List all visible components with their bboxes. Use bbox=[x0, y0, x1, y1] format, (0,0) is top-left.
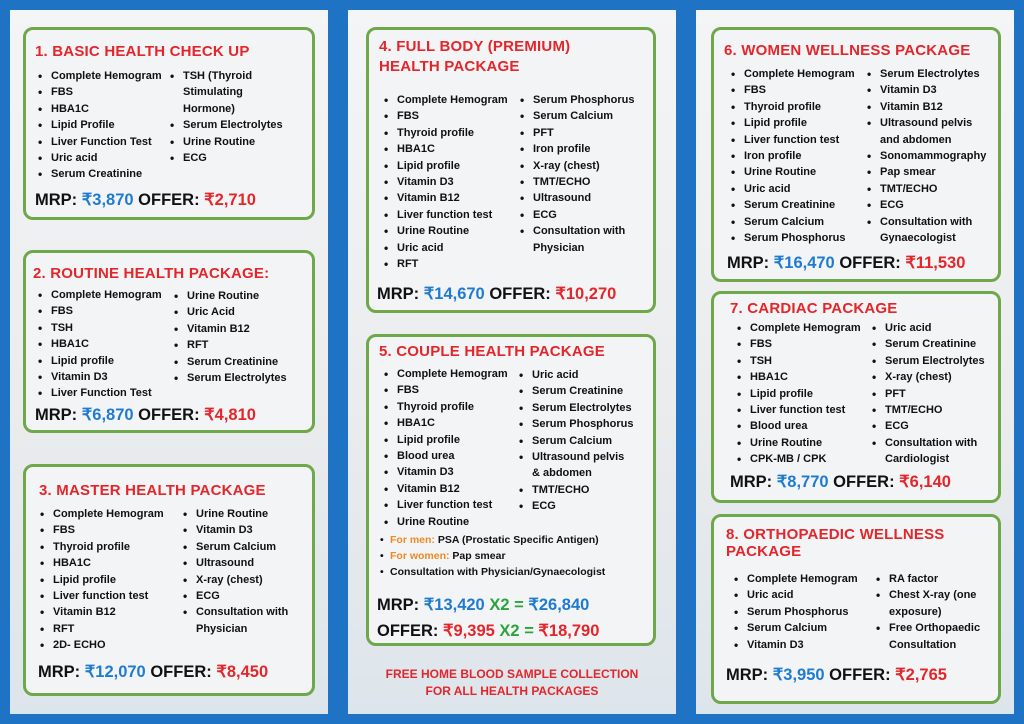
test-item: • TSH bbox=[736, 353, 876, 369]
test-item: • HBA1C bbox=[736, 369, 876, 385]
test-item: • ECG bbox=[182, 588, 312, 604]
test-item: • Ultrasound bbox=[519, 190, 649, 206]
test-item: • Consultation with Physician bbox=[182, 604, 312, 637]
couple-mrp-line bbox=[377, 595, 589, 615]
test-item: • Lipid profile bbox=[383, 432, 523, 448]
offer-label: OFFER: bbox=[839, 254, 901, 272]
cardiac-price-line bbox=[730, 472, 951, 492]
basic-tests-col2 bbox=[169, 68, 309, 166]
test-item: • RFT bbox=[39, 621, 189, 637]
test-item: • Serum Calcium bbox=[730, 214, 870, 230]
mrp-label: MRP: bbox=[377, 596, 420, 614]
mrp-total: ₹26,840 bbox=[528, 596, 590, 614]
test-item: • Lipid Profile bbox=[37, 117, 187, 133]
test-item: • Complete Hemogram bbox=[39, 506, 189, 522]
test-item: • Serum Phosphorus bbox=[733, 604, 873, 620]
offer-equals: = bbox=[524, 622, 534, 640]
test-item: • Lipid profile bbox=[736, 386, 876, 402]
test-item: • Pap smear bbox=[866, 164, 996, 180]
test-item: • Liver function test bbox=[730, 132, 870, 148]
test-item: • FBS bbox=[37, 303, 187, 319]
test-item: • Serum Phosphorus bbox=[519, 92, 649, 108]
couple-package-title: 5. COUPLE HEALTH PACKAGE bbox=[379, 343, 605, 360]
test-item: • RFT bbox=[173, 337, 313, 353]
test-item: • Serum Calcium bbox=[518, 433, 648, 449]
free-collection-note bbox=[348, 666, 676, 700]
test-item: • Vitamin D3 bbox=[182, 522, 312, 538]
ortho-price-line bbox=[726, 665, 947, 685]
couple-tests-col2 bbox=[518, 367, 648, 515]
test-item: • TMT/ECHO bbox=[518, 482, 648, 498]
test-item: • FBS bbox=[730, 82, 870, 98]
test-item: • Liver Function Test bbox=[37, 385, 187, 401]
cardiac-package-title: 7. CARDIAC PACKAGE bbox=[730, 300, 898, 317]
test-item: • Urine Routine bbox=[169, 134, 309, 150]
mrp-equals: = bbox=[514, 596, 524, 614]
fullbody-tests-col1 bbox=[383, 92, 523, 272]
routine-package-title: 2. ROUTINE HEALTH PACKAGE: bbox=[33, 265, 270, 282]
routine-price-line bbox=[35, 405, 256, 425]
test-item: • Sonomammography bbox=[866, 148, 996, 164]
mrp-value: ₹8,770 bbox=[776, 473, 829, 491]
test-item: • PFT bbox=[519, 125, 649, 141]
master-price-line bbox=[38, 662, 268, 682]
mrp-label: MRP: bbox=[38, 663, 81, 681]
test-item: • Vitamin B12 bbox=[39, 604, 189, 620]
test-item: • Uric acid bbox=[871, 320, 999, 336]
offer-value: ₹8,450 bbox=[216, 663, 269, 681]
test-item: • Serum Electrolytes bbox=[173, 370, 313, 386]
test-item: • Complete Hemogram bbox=[736, 320, 876, 336]
test-item: • TSH bbox=[37, 320, 187, 336]
test-item: • Thyroid profile bbox=[383, 125, 523, 141]
test-item: • TMT/ECHO bbox=[866, 181, 996, 197]
offer-label: OFFER: bbox=[829, 666, 891, 684]
test-item: • X-ray (chest) bbox=[519, 158, 649, 174]
test-item: • RFT bbox=[383, 256, 523, 272]
test-item: • ECG bbox=[866, 197, 996, 213]
offer-label: OFFER: bbox=[833, 473, 895, 491]
test-item: • Urine Routine bbox=[173, 288, 313, 304]
test-item: • ECG bbox=[169, 150, 309, 166]
routine-tests-col1 bbox=[37, 287, 187, 402]
test-item: • Uric acid bbox=[730, 181, 870, 197]
free-line2: FOR ALL HEALTH PACKAGES bbox=[425, 684, 599, 698]
test-item: • Vitamin B12 bbox=[383, 481, 523, 497]
test-item: • FBS bbox=[37, 84, 187, 100]
test-item: • Serum Creatinine bbox=[37, 166, 187, 182]
offer-label: OFFER: bbox=[150, 663, 212, 681]
test-item: • Iron profile bbox=[519, 141, 649, 157]
test-item: • Serum Electrolytes bbox=[518, 400, 648, 416]
men-text: PSA (Prostatic Specific Antigen) bbox=[437, 534, 599, 546]
test-item: • Urine Routine bbox=[730, 164, 870, 180]
test-item: • Liver function test bbox=[383, 207, 523, 223]
fullbody-price-line bbox=[377, 284, 616, 304]
offer-value: ₹2,765 bbox=[895, 666, 947, 684]
test-item: • Complete Hemogram bbox=[383, 366, 523, 382]
test-item: • Serum Electrolytes bbox=[866, 66, 996, 82]
basic-tests-col1 bbox=[37, 68, 187, 183]
test-item: • FBS bbox=[39, 522, 189, 538]
test-item: • Liver function test bbox=[39, 588, 189, 604]
offer-value: ₹4,810 bbox=[204, 406, 256, 424]
test-item: • Lipid profile bbox=[730, 115, 870, 131]
test-item: • FBS bbox=[736, 336, 876, 352]
test-item: • Ultrasound pelvis & abdomen bbox=[518, 449, 648, 482]
test-item: • TMT/ECHO bbox=[871, 402, 999, 418]
test-item: • Blood urea bbox=[383, 448, 523, 464]
test-item: • Complete Hemogram bbox=[383, 92, 523, 108]
master-package-title: 3. MASTER HEALTH PACKAGE bbox=[39, 482, 266, 499]
mrp-value: ₹12,070 bbox=[84, 663, 146, 681]
test-item: • Uric acid bbox=[518, 367, 648, 383]
test-item: • FBS bbox=[383, 108, 523, 124]
test-item: • ECG bbox=[871, 418, 999, 434]
test-item: • ECG bbox=[518, 498, 648, 514]
test-item: • Iron profile bbox=[730, 148, 870, 164]
mrp-value: ₹6,870 bbox=[81, 406, 134, 424]
test-item: • CPK-MB / CPK bbox=[736, 451, 876, 467]
men-label: For men: bbox=[390, 534, 435, 546]
test-item: • Uric acid bbox=[37, 150, 187, 166]
test-item: • Liver function test bbox=[383, 497, 523, 513]
test-item: • Complete Hemogram bbox=[733, 571, 873, 587]
test-item: • Serum Calcium bbox=[519, 108, 649, 124]
mrp-label: MRP: bbox=[377, 285, 420, 303]
ortho-package-title-line2: PACKAGE bbox=[726, 543, 802, 560]
ortho-package-title-line1: 8. ORTHOPAEDIC WELLNESS bbox=[726, 526, 945, 543]
mrp-value: ₹16,470 bbox=[773, 254, 835, 272]
test-item: • X-ray (chest) bbox=[871, 369, 999, 385]
cardiac-tests-col2 bbox=[871, 320, 999, 468]
test-item: • Serum Creatinine bbox=[730, 197, 870, 213]
test-item: • Thyroid profile bbox=[383, 399, 523, 415]
couple-offer-line bbox=[377, 621, 599, 641]
basic-price-line bbox=[35, 190, 256, 210]
test-item: • Chest X-ray (one exposure) bbox=[875, 587, 1000, 620]
test-item: • RA factor bbox=[875, 571, 1000, 587]
consult-text: Consultation with Physician/Gynaecologist bbox=[390, 566, 606, 578]
master-tests-col1 bbox=[39, 506, 189, 654]
test-item: • Complete Hemogram bbox=[37, 68, 187, 84]
test-item: • Thyroid profile bbox=[39, 539, 189, 555]
test-item: • Serum Calcium bbox=[733, 620, 873, 636]
fullbody-tests-col2 bbox=[519, 92, 649, 256]
test-item: • Complete Hemogram bbox=[37, 287, 187, 303]
test-item: • HBA1C bbox=[39, 555, 189, 571]
test-item: • Consultation with Gynaecologist bbox=[866, 214, 996, 247]
test-item: • Urine Routine bbox=[736, 435, 876, 451]
test-item: • Vitamin D3 bbox=[383, 174, 523, 190]
basic-package-title: 1. BASIC HEALTH CHECK UP bbox=[35, 43, 250, 60]
test-item: • Serum Creatinine bbox=[871, 336, 999, 352]
test-item: • Blood urea bbox=[736, 418, 876, 434]
mrp-label: MRP: bbox=[727, 254, 770, 272]
test-item: • ECG bbox=[519, 207, 649, 223]
couple-men-note: • For men: PSA (Prostatic Specific Antigen) bbox=[380, 534, 599, 546]
mrp-value: ₹14,670 bbox=[423, 285, 485, 303]
test-item: • HBA1C bbox=[37, 336, 187, 352]
test-item: • Serum Phosphorus bbox=[518, 416, 648, 432]
test-item: • Consultation with Cardiologist bbox=[871, 435, 999, 468]
test-item: • Serum Calcium bbox=[182, 539, 312, 555]
fullbody-package-title-line1: 4. FULL BODY (PREMIUM) bbox=[379, 38, 571, 55]
cardiac-tests-col1 bbox=[736, 320, 876, 468]
master-tests-col2 bbox=[182, 506, 312, 637]
couple-women-note: • For women: Pap smear bbox=[380, 550, 506, 562]
women-label: For women: bbox=[390, 550, 450, 562]
test-item: • TSH (Thyroid Stimulating Hormone) bbox=[169, 68, 309, 117]
test-item: • Vitamin B12 bbox=[866, 99, 996, 115]
offer-value: ₹6,140 bbox=[899, 473, 951, 491]
women-tests-col2 bbox=[866, 66, 996, 246]
couple-consult-note: • Consultation with Physician/Gynaecologist bbox=[380, 566, 606, 578]
test-item: • Vitamin D3 bbox=[383, 464, 523, 480]
test-item: • HBA1C bbox=[383, 141, 523, 157]
test-item: • Lipid profile bbox=[37, 353, 187, 369]
test-item: • Vitamin D3 bbox=[733, 637, 873, 653]
test-item: • Urine Routine bbox=[182, 506, 312, 522]
free-line1: FREE HOME BLOOD SAMPLE COLLECTION bbox=[385, 667, 639, 681]
test-item: • Uric Acid bbox=[173, 304, 313, 320]
mrp-label: MRP: bbox=[730, 473, 773, 491]
mrp-label: MRP: bbox=[35, 406, 78, 424]
test-item: • X-ray (chest) bbox=[182, 572, 312, 588]
test-item: • Consultation with Physician bbox=[519, 223, 649, 256]
test-item: • Lipid profile bbox=[383, 158, 523, 174]
offer-value: ₹10,270 bbox=[555, 285, 617, 303]
offer-value: ₹2,710 bbox=[204, 191, 256, 209]
couple-tests-col1 bbox=[383, 366, 523, 530]
women-price-line bbox=[727, 253, 965, 273]
offer-label: OFFER: bbox=[138, 406, 200, 424]
women-tests-col1 bbox=[730, 66, 870, 246]
offer-total: ₹18,790 bbox=[538, 622, 600, 640]
test-item: • Serum Phosphorus bbox=[730, 230, 870, 246]
test-item: • FBS bbox=[383, 382, 523, 398]
test-item: • Free Orthopaedic Consultation bbox=[875, 620, 1000, 653]
test-item: • 2D- ECHO bbox=[39, 637, 189, 653]
test-item: • Serum Electrolytes bbox=[169, 117, 309, 133]
test-item: • Urine Routine bbox=[383, 514, 523, 530]
test-item: • Serum Electrolytes bbox=[871, 353, 999, 369]
test-item: • Liver Function Test bbox=[37, 134, 187, 150]
mrp-value: ₹13,420 bbox=[423, 596, 485, 614]
mrp-label: MRP: bbox=[726, 666, 769, 684]
offer-label: OFFER: bbox=[377, 622, 439, 640]
test-item: • Vitamin B12 bbox=[173, 321, 313, 337]
ortho-tests-col2 bbox=[875, 571, 1000, 653]
test-item: • Lipid profile bbox=[39, 572, 189, 588]
fullbody-package-title-line2: HEALTH PACKAGE bbox=[379, 58, 520, 75]
offer-multiplier: X2 bbox=[499, 622, 520, 640]
test-item: • TMT/ECHO bbox=[519, 174, 649, 190]
mrp-value: ₹3,950 bbox=[772, 666, 825, 684]
offer-label: OFFER: bbox=[489, 285, 551, 303]
test-item: • Vitamin B12 bbox=[383, 190, 523, 206]
test-item: • Uric acid bbox=[383, 240, 523, 256]
ortho-tests-col1 bbox=[733, 571, 873, 653]
test-item: • Vitamin D3 bbox=[866, 82, 996, 98]
offer-label: OFFER: bbox=[138, 191, 200, 209]
test-item: • Serum Creatinine bbox=[173, 354, 313, 370]
test-item: • PFT bbox=[871, 386, 999, 402]
mrp-multiplier: X2 bbox=[489, 596, 510, 614]
test-item: • Ultrasound pelvis and abdomen bbox=[866, 115, 996, 148]
routine-tests-col2 bbox=[173, 288, 313, 386]
women-package-title: 6. WOMEN WELLNESS PACKAGE bbox=[724, 42, 971, 59]
test-item: • Vitamin D3 bbox=[37, 369, 187, 385]
test-item: • Thyroid profile bbox=[730, 99, 870, 115]
offer-value: ₹11,530 bbox=[905, 254, 966, 272]
test-item: • Ultrasound bbox=[182, 555, 312, 571]
mrp-value: ₹3,870 bbox=[81, 191, 134, 209]
offer-value: ₹9,395 bbox=[443, 622, 495, 640]
test-item: • Uric acid bbox=[733, 587, 873, 603]
mrp-label: MRP: bbox=[35, 191, 78, 209]
test-item: • Serum Creatinine bbox=[518, 383, 648, 399]
test-item: • Urine Routine bbox=[383, 223, 523, 239]
test-item: • HBA1C bbox=[383, 415, 523, 431]
test-item: • Complete Hemogram bbox=[730, 66, 870, 82]
test-item: • HBA1C bbox=[37, 101, 187, 117]
test-item: • Liver function test bbox=[736, 402, 876, 418]
women-text: Pap smear bbox=[452, 550, 506, 562]
